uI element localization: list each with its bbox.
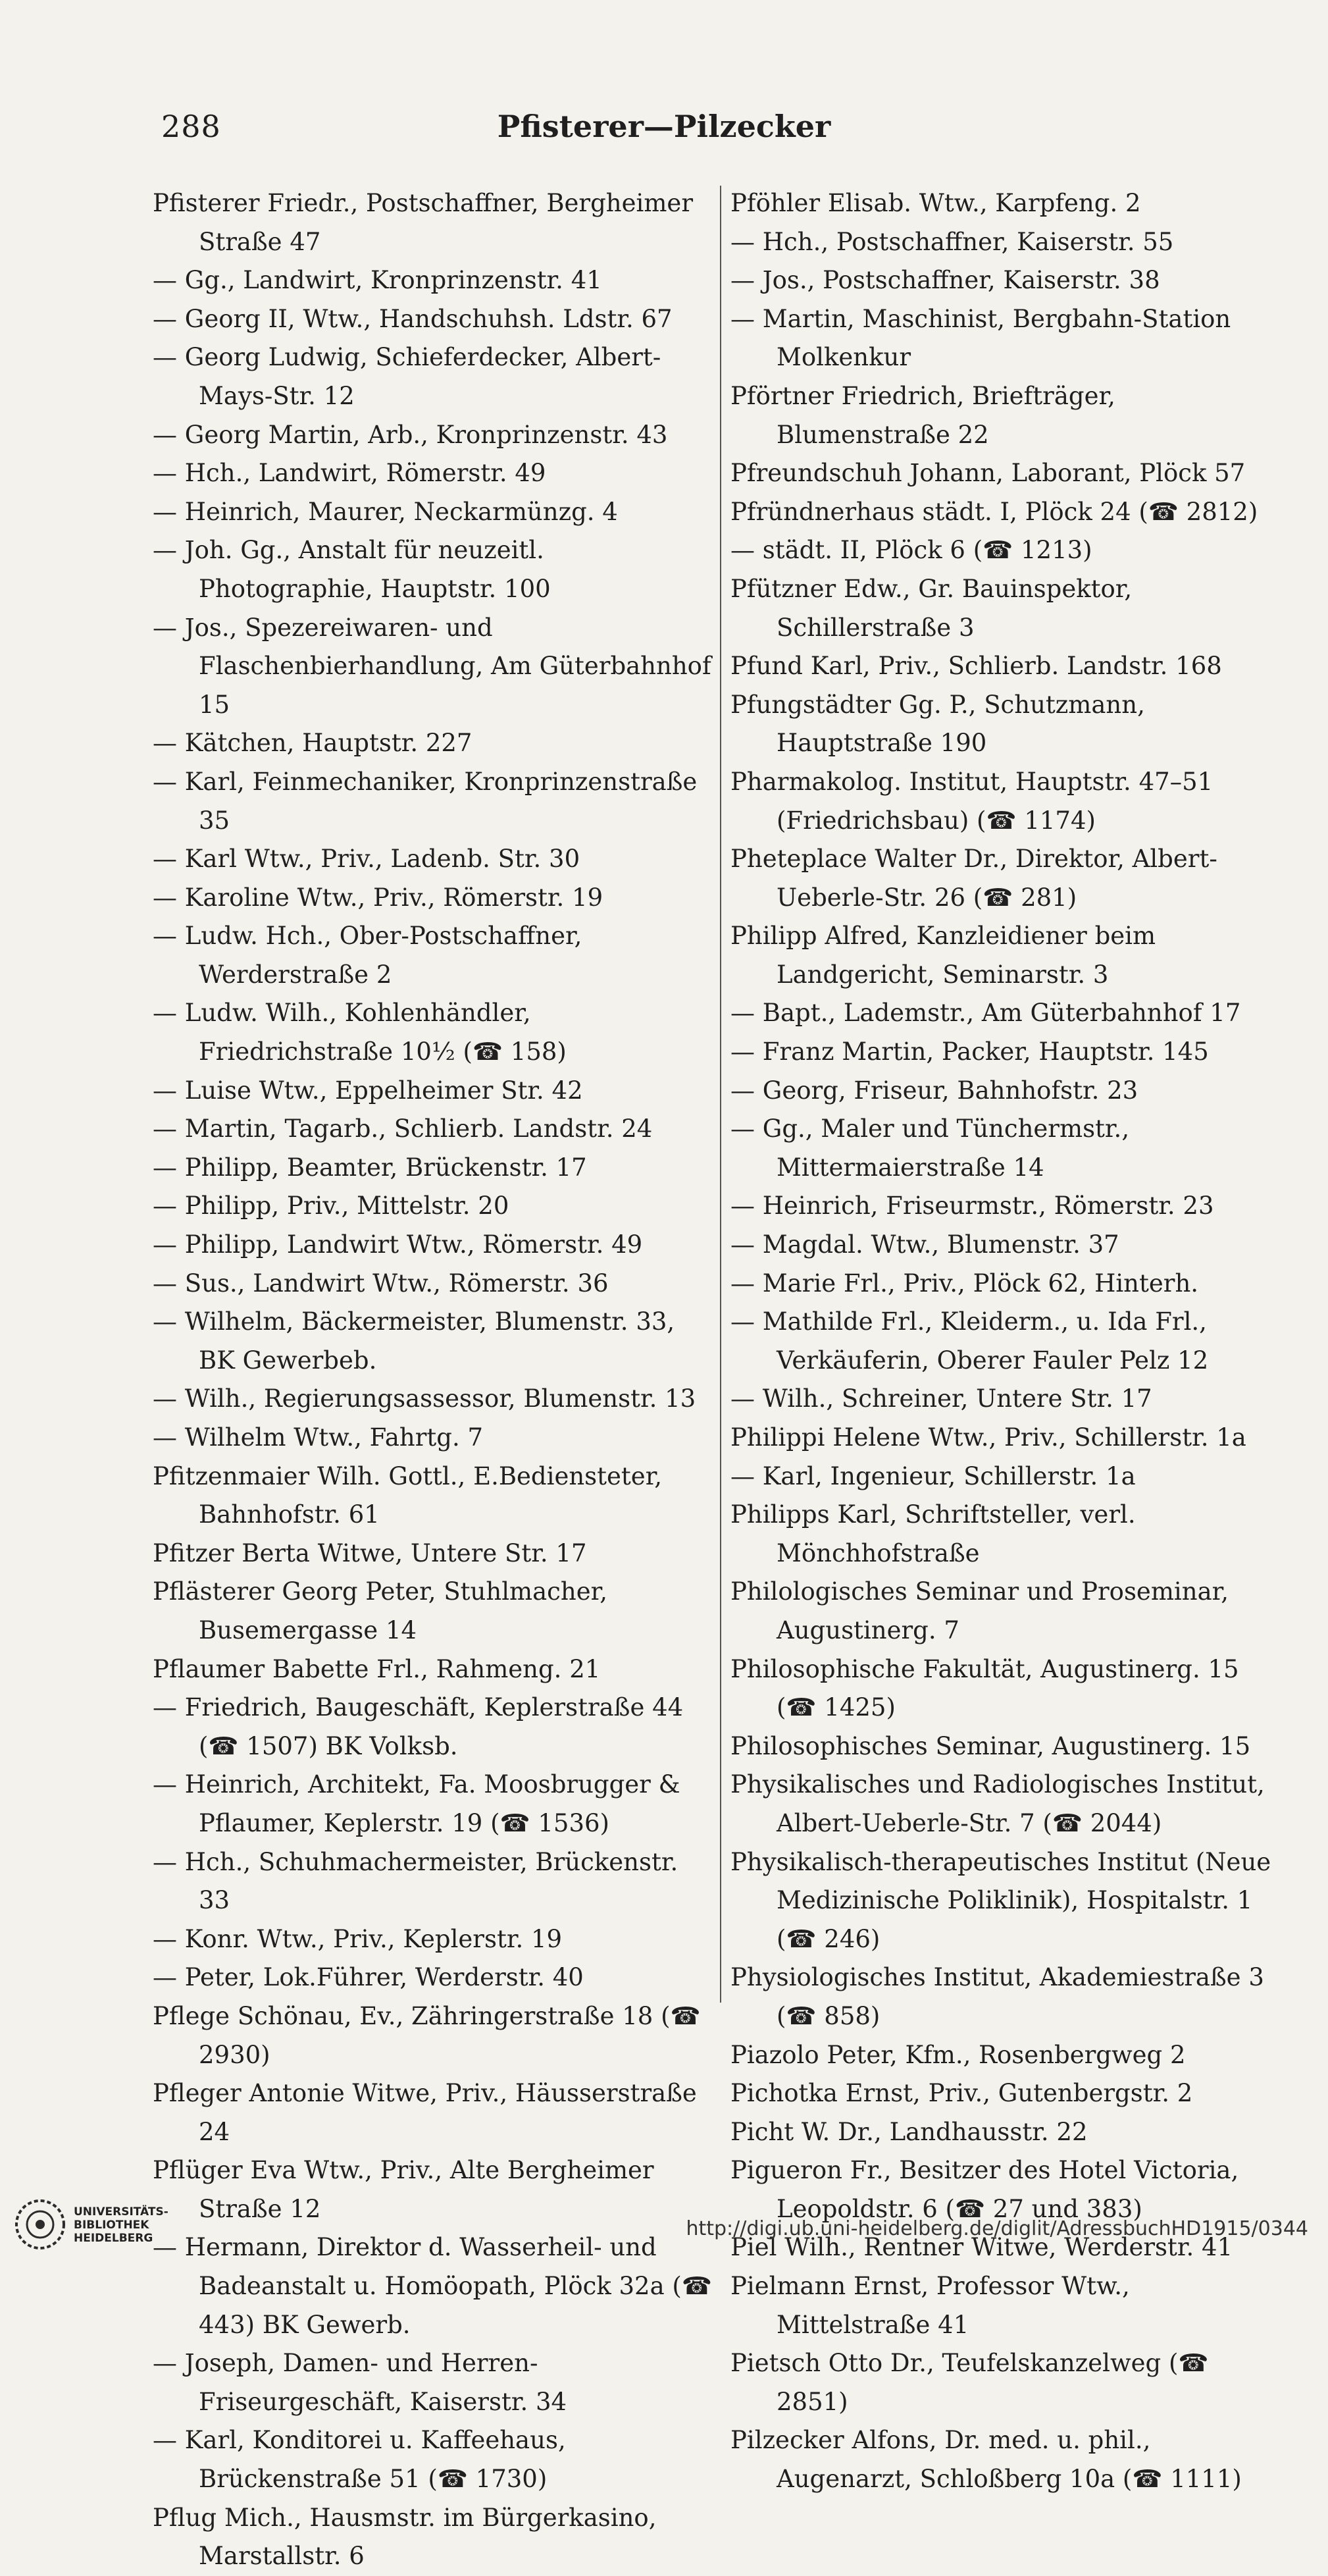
directory-entry: — Karl, Feinmechaniker, Kronprinzenstraße 35	[153, 767, 698, 835]
directory-entry: — Karl, Ingenieur, Schillerstr. 1a	[730, 1461, 1136, 1490]
page-footer	[0, 2192, 1328, 2265]
directory-entry: — Philipp, Landwirt Wtw., Römerstr. 49	[153, 1230, 643, 1259]
directory-entry: — Wilh., Regierungsassessor, Blumenstr. 13	[153, 1384, 696, 1413]
directory-entry: Physiologisches Institut, Akademiestraße 3 (☎ 858)	[730, 1963, 1264, 2030]
directory-entry: — Joseph, Damen- und Herren-Friseurgeschäft, Kaiserstr. 34	[153, 2349, 567, 2416]
directory-entry: Pfleger Antonie Witwe, Priv., Häusserstraße 24	[153, 2079, 697, 2146]
directory-entry: — Georg Ludwig, Schieferdecker, Albert-Mays-Str. 12	[153, 343, 661, 410]
directory-entry: — Sus., Landwirt Wtw., Römerstr. 36	[153, 1269, 609, 1298]
directory-entry: Philosophisches Seminar, Augustinerg. 15	[730, 1731, 1251, 1760]
directory-entry: — Jos., Postschaffner, Kaiserstr. 38	[730, 266, 1160, 295]
directory-entry: — Georg II, Wtw., Handschuhsh. Ldstr. 67	[153, 304, 673, 333]
directory-entry: Pfisterer Friedr., Postschaffner, Bergheimer Straße 47	[153, 189, 694, 256]
directory-entry: Pflege Schönau, Ev., Zähringerstraße 18 (☎ 2930)	[153, 2001, 701, 2069]
directory-entry: — Konr. Wtw., Priv., Keplerstr. 19	[153, 1924, 563, 1953]
library-name-line: UNIVERSITÄTS-	[74, 2205, 168, 2219]
university-library-logo-icon	[14, 2199, 66, 2250]
directory-entry: Pflaumer Babette Frl., Rahmeng. 21	[153, 1654, 601, 1683]
directory-entry: — Heinrich, Friseurmstr., Römerstr. 23	[730, 1192, 1214, 1221]
page-title: Pfisterer—Pilzecker	[497, 109, 831, 144]
library-name-line: HEIDELBERG	[74, 2232, 153, 2245]
directory-entry: — Hch., Postschaffner, Kaiserstr. 55	[730, 227, 1174, 256]
library-name	[74, 2205, 168, 2245]
directory-entry: — Jos., Spezereiwaren- und Flaschenbierhandlung, Am Güterbahnhof 15	[153, 613, 711, 719]
directory-entry: Philippi Helene Wtw., Priv., Schillerstr. 1a	[730, 1423, 1246, 1452]
page-header	[0, 109, 1328, 155]
directory-entry: Pflüger Eva Wtw., Priv., Alte Bergheimer Straße 12	[153, 2156, 654, 2223]
directory-entry: Pielmann Ernst, Professor Wtw., Mittelstraße 41	[730, 2272, 1130, 2339]
directory-entry: — Karoline Wtw., Priv., Römerstr. 19	[153, 883, 603, 912]
directory-entry: Philipp Alfred, Kanzleidiener beim Landgericht, Seminarstr. 3	[730, 922, 1156, 989]
directory-entry: Philosophische Fakultät, Augustinerg. 15 (☎ 1425)	[730, 1654, 1239, 1722]
directory-entry: — Magdal. Wtw., Blumenstr. 37	[730, 1230, 1119, 1259]
directory-entry: — Karl, Konditorei u. Kaffeehaus, Brückenstraße 51 (☎ 1730)	[153, 2426, 566, 2494]
directory-entry: Pietsch Otto Dr., Teufelskanzelweg (☎ 2851)	[730, 2349, 1209, 2416]
directory-entry: — Peter, Lok.Führer, Werderstr. 40	[153, 1963, 584, 1992]
directory-entry: — Philipp, Beamter, Brückenstr. 17	[153, 1153, 587, 1182]
directory-entry: — Bapt., Lademstr., Am Güterbahnhof 17	[730, 999, 1241, 1028]
directory-entry: — Martin, Maschinist, Bergbahn-Station Molkenkur	[730, 304, 1231, 372]
directory-entry: Philipps Karl, Schriftsteller, verl. Mönchhofstraße	[730, 1500, 1136, 1567]
directory-entry: Pfützner Edw., Gr. Bauinspektor, Schillerstraße 3	[730, 574, 1133, 642]
directory-entry: — Hch., Schuhmachermeister, Brückenstr. 33	[153, 1847, 678, 1915]
directory-entry: — Martin, Tagarb., Schlierb. Landstr. 24	[153, 1115, 653, 1143]
directory-entry: Pfitzenmaier Wilh. Gottl., E.Bediensteter, Bahnhofstr. 61	[153, 1461, 663, 1529]
directory-entry: Pharmakolog. Institut, Hauptstr. 47–51 (Friedrichsbau) (☎ 1174)	[730, 767, 1213, 835]
column-divider	[720, 186, 721, 2003]
directory-entry: Picht W. Dr., Landhausstr. 22	[730, 2117, 1088, 2146]
directory-entry: — Georg, Friseur, Bahnhofstr. 23	[730, 1076, 1138, 1105]
directory-entry: — Georg Martin, Arb., Kronprinzenstr. 43	[153, 420, 668, 449]
directory-entry: Piazolo Peter, Kfm., Rosenbergweg 2	[730, 2040, 1186, 2069]
directory-entry: Physikalisches und Radiologisches Institut, Albert-Ueberle-Str. 7 (☎ 2044)	[730, 1770, 1265, 1837]
directory-entry: — Hermann, Direktor d. Wasserheil- und Badeanstalt u. Homöopath, Plöck 32a (☎ 443) BK Gewerb.	[153, 2233, 712, 2339]
directory-entry: — Wilhelm Wtw., Fahrtg. 7	[153, 1423, 484, 1452]
directory-entry: Pföhler Elisab. Wtw., Karpfeng. 2	[730, 189, 1141, 217]
library-name-line: BIBLIOTHEK	[74, 2219, 149, 2232]
directory-entry: Pfründnerhaus städt. I, Plöck 24 (☎ 2812)	[730, 497, 1258, 526]
directory-entry: Pfreundschuh Johann, Laborant, Plöck 57	[730, 459, 1246, 488]
directory-entry: Physikalisch-therapeutisches Institut (Neue Medizinische Poliklinik), Hospitalstr. 1 (☎ 246)	[730, 1847, 1271, 1953]
directory-entry: Pfungstädter Gg. P., Schutzmann, Hauptstraße 190	[730, 690, 1145, 758]
directory-entry: — Gg., Landwirt, Kronprinzenstr. 41	[153, 266, 602, 295]
directory-entry: Pilzecker Alfons, Dr. med. u. phil., Augenarzt, Schloßberg 10a (☎ 1111)	[730, 2426, 1242, 2494]
directory-entry: — Ludw. Hch., Ober-Postschaffner, Werderstraße 2	[153, 922, 582, 989]
directory-entry: — Wilh., Schreiner, Untere Str. 17	[730, 1384, 1152, 1413]
directory-entry: — städt. II, Plöck 6 (☎ 1213)	[730, 536, 1092, 565]
directory-entry: — Philipp, Priv., Mittelstr. 20	[153, 1192, 509, 1221]
directory-entry: Pflästerer Georg Peter, Stuhlmacher, Busemergasse 14	[153, 1577, 608, 1644]
directory-entry: Pfitzer Berta Witwe, Untere Str. 17	[153, 1538, 587, 1567]
directory-entry: Pfund Karl, Priv., Schlierb. Landstr. 168	[730, 652, 1222, 681]
directory-entry: — Marie Frl., Priv., Plöck 62, Hinterh.	[730, 1269, 1199, 1298]
directory-entry: — Franz Martin, Packer, Hauptstr. 145	[730, 1038, 1209, 1066]
directory-entry: — Karl Wtw., Priv., Ladenb. Str. 30	[153, 845, 580, 874]
directory-entry: Piel Wilh., Rentner Witwe, Werderstr. 41	[730, 2233, 1233, 2262]
directory-entry: — Hch., Landwirt, Römerstr. 49	[153, 459, 546, 488]
source-url[interactable]: http://digi.ub.uni-heidelberg.de/diglit/AdressbuchHD1915/0344	[686, 2217, 1308, 2240]
directory-entry: Pflug Mich., Hausmstr. im Bürgerkasino, Marstallstr. 6	[153, 2503, 657, 2571]
directory-entry: — Mathilde Frl., Kleiderm., u. Ida Frl., Verkäuferin, Oberer Fauler Pelz 12	[730, 1307, 1209, 1375]
directory-entry: — Kätchen, Hauptstr. 227	[153, 729, 472, 758]
directory-entry: — Wilhelm, Bäckermeister, Blumenstr. 33, BK Gewerbeb.	[153, 1307, 675, 1375]
directory-entry: — Heinrich, Architekt, Fa. Moosbrugger & Pflaumer, Keplerstr. 19 (☎ 1536)	[153, 1770, 680, 1837]
right-column	[730, 184, 1278, 2499]
directory-entry: Pigueron Fr., Besitzer des Hotel Victoria, Leopoldstr. 6 (☎ 27 und 383)	[730, 2156, 1239, 2223]
directory-entry: — Joh. Gg., Anstalt für neuzeitl. Photographie, Hauptstr. 100	[153, 536, 551, 603]
directory-entry: — Heinrich, Maurer, Neckarmünzg. 4	[153, 497, 618, 526]
directory-entry: Pheteplace Walter Dr., Direktor, Albert-Ueberle-Str. 26 (☎ 281)	[730, 845, 1217, 912]
directory-entry: — Friedrich, Baugeschäft, Keplerstraße 44 (☎ 1507) BK Volksb.	[153, 1693, 684, 1760]
directory-entry: — Luise Wtw., Eppelheimer Str. 42	[153, 1076, 583, 1105]
directory-entry: — Ludw. Wilh., Kohlenhändler, Friedrichstraße 10½ (☎ 158)	[153, 999, 567, 1066]
directory-entry: — Gg., Maler und Tünchermstr., Mittermaierstraße 14	[730, 1115, 1130, 1182]
page-number: 288	[161, 109, 221, 144]
directory-entry: Pichotka Ernst, Priv., Gutenbergstr. 2	[730, 2079, 1193, 2108]
directory-entry: Pförtner Friedrich, Briefträger, Blumenstraße 22	[730, 381, 1115, 449]
directory-entry: Philologisches Seminar und Proseminar, Augustinerg. 7	[730, 1577, 1229, 1644]
